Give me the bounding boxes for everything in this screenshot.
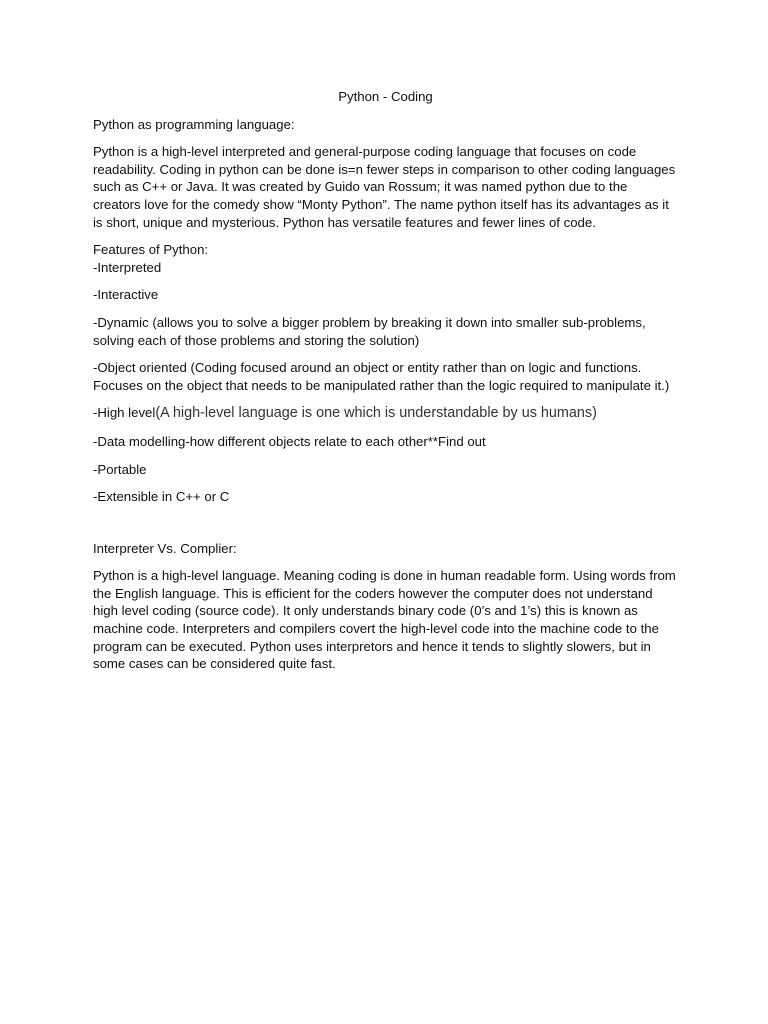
high-level-label: -High level [93, 405, 156, 421]
python-intro-paragraph: Python is a high-level interpreted and general-purpose coding language that focuses on code readability. Coding in python can be done is=n fewer steps in comparison to other coding languages such as C++ or Java. It was created by Guido van Rossum; it was named python due to the creators love for the comedy show “Monty Python”. The name python itself has its advantages as it is short, unique and mysterious. Python has versatile features and fewer lines of code. [93, 144, 676, 230]
section-heading-interpreter: Interpreter Vs. Complier: [93, 540, 237, 556]
high-level-note: (A high-level language is one which is understandable by us humans) [155, 405, 597, 422]
document-title: Python - Coding [338, 89, 433, 104]
interpreter-paragraph: Python is a high-level language. Meaning coding is done in human readable form. Using words from the English language. This is efficient for the coders however the computer does not understand high level coding (source code). It only understands binary code (0’s and 1’s) this is known as machine code. Interpreters and compilers covert the high-level code into the machine code to the program can be executed. Python uses interpretors and hence it tends to slightly slowers, but in some cases can be considered quite fast. [93, 568, 676, 672]
spacer [93, 516, 678, 540]
feature-item-high-level [93, 404, 678, 423]
document-body [93, 88, 678, 683]
feature-item-portable: -Portable [93, 461, 147, 477]
feature-item-extensible: -Extensible in C++ or C [93, 489, 230, 505]
feature-item-interactive: -Interactive [93, 287, 159, 303]
section-heading-python: Python as programming language: [93, 116, 295, 132]
feature-item-dynamic: -Dynamic (allows you to solve a bigger problem by breaking it down into smaller sub-problems, solving each of those problems and storing the solution) [93, 314, 646, 348]
feature-item-data-modelling: -Data modelling-how different objects relate to each other**Find out [93, 433, 486, 449]
features-heading: Features of Python: [93, 242, 209, 258]
feature-item-interpreted: -Interpreted [93, 259, 162, 275]
feature-item-object-oriented: -Object oriented (Coding focused around an object or entity rather than on logic and functions. Focuses on the object that needs to be manipulated rather than the logic required to manipulate it.) [93, 360, 670, 393]
